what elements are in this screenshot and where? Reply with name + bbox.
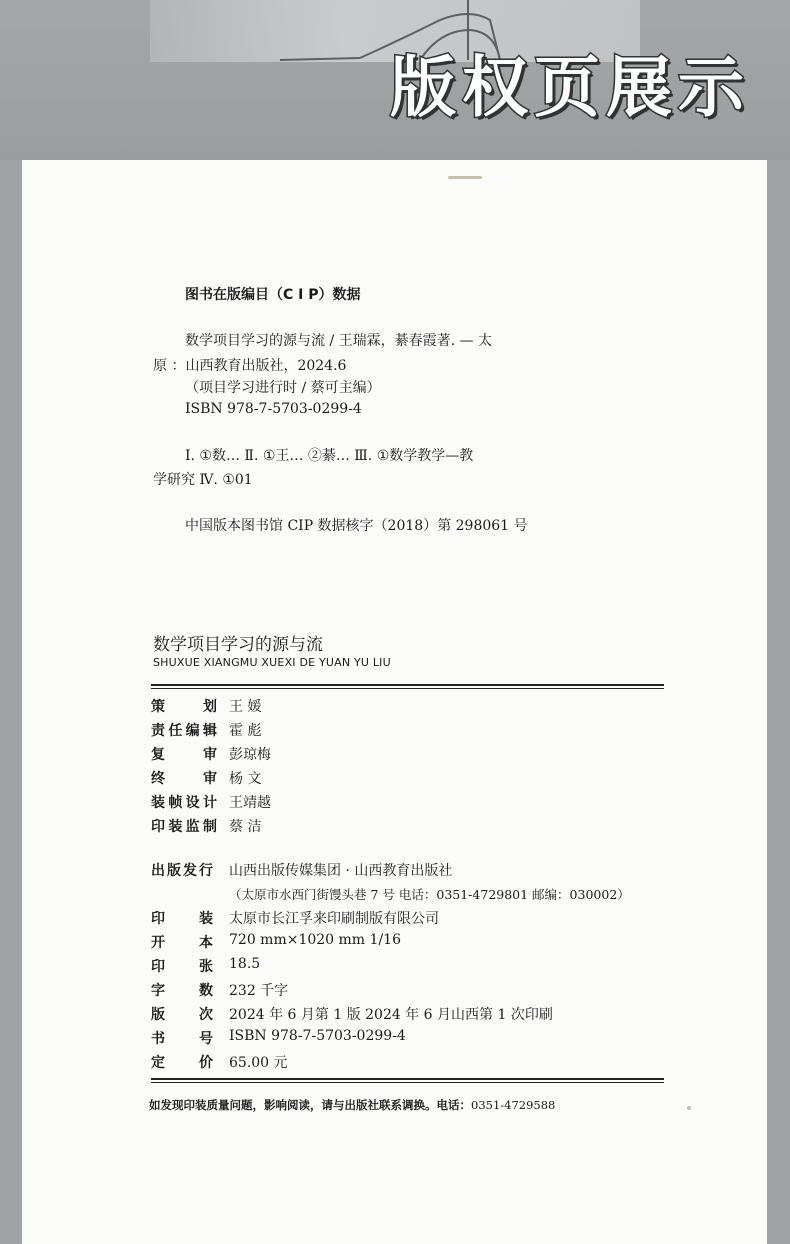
cip-entry-line-2: 原 ：山西教育出版社，2024.6 bbox=[153, 358, 347, 374]
pub-label: 定 价 bbox=[151, 1055, 213, 1071]
pub-value: 太原市长江孚来印刷制版有限公司 bbox=[229, 911, 439, 927]
pub-row bbox=[151, 932, 671, 954]
cip-subject-line-1: Ⅰ. ①数… Ⅱ. ①王… ②綦… Ⅲ. ①数学教学—教 bbox=[185, 448, 474, 464]
pub-label: 印 张 bbox=[151, 959, 213, 975]
pub-label: 开 本 bbox=[151, 935, 213, 951]
pub-row bbox=[151, 980, 671, 1002]
credit-row bbox=[151, 816, 651, 838]
credit-value: 王 媛 bbox=[229, 699, 262, 715]
cip-isbn: ISBN 978-7-5703-0299-4 bbox=[185, 401, 362, 417]
pub-row bbox=[151, 1052, 671, 1074]
credit-label: 策 划 bbox=[151, 699, 217, 715]
publisher-value: 山西出版传媒集团 · 山西教育出版社 bbox=[229, 863, 453, 879]
pub-label: 印 装 bbox=[151, 911, 213, 927]
pub-label: 字 数 bbox=[151, 983, 213, 999]
credit-row bbox=[151, 792, 651, 814]
credit-label: 复 审 bbox=[151, 747, 217, 763]
paper-speck bbox=[448, 176, 482, 179]
header-banner bbox=[0, 0, 790, 160]
notice-text: 如发现印装质量问题，影响阅读，请与出版社联系调换。电话： bbox=[149, 1098, 471, 1112]
pub-row bbox=[151, 908, 671, 930]
credit-value: 彭琼梅 bbox=[229, 747, 271, 763]
cip-series: （项目学习进行时 / 蔡可主编） bbox=[185, 380, 381, 396]
credit-label: 终 审 bbox=[151, 771, 217, 787]
cip-number: 中国版本图书馆 CIP 数据核字（2018）第 298061 号 bbox=[185, 518, 528, 534]
double-rule-bottom bbox=[151, 1078, 664, 1083]
pub-label: 版 次 bbox=[151, 1007, 213, 1023]
credit-label: 装 帧 设 计 bbox=[151, 795, 217, 811]
pub-row bbox=[151, 1004, 671, 1026]
credit-value: 王靖越 bbox=[229, 795, 271, 811]
banner-title: 版权页展示 bbox=[390, 49, 750, 126]
publisher-label: 出 版 发 行 bbox=[151, 863, 213, 879]
pub-label: 书 号 bbox=[151, 1031, 213, 1047]
cip-subject-line-2: 学研究 Ⅳ. ①01 bbox=[153, 472, 253, 488]
book-title: 数学项目学习的源与流 bbox=[153, 635, 323, 655]
cip-entry-line-1: 数学项目学习的源与流 / 王瑞霖，綦春霞著. — 太 bbox=[185, 333, 492, 349]
publisher-address: （太原市水西门街馒头巷 7 号 电话：0351-4729801 邮编：030002） bbox=[229, 887, 630, 902]
pub-value: 18.5 bbox=[229, 956, 261, 972]
pub-value: ISBN 978-7-5703-0299-4 bbox=[229, 1028, 406, 1044]
credit-row bbox=[151, 720, 651, 742]
paper-speck bbox=[687, 1106, 691, 1110]
credit-row bbox=[151, 744, 651, 766]
credit-row bbox=[151, 696, 651, 718]
credit-row bbox=[151, 768, 651, 790]
book-pinyin: SHUXUE XIANGMU XUEXI DE YUAN YU LIU bbox=[153, 656, 391, 669]
credit-value: 蔡 洁 bbox=[229, 819, 262, 835]
pub-row bbox=[151, 1028, 671, 1050]
pub-value: 232 千字 bbox=[229, 983, 289, 999]
quality-notice bbox=[149, 1097, 555, 1113]
pub-value: 65.00 元 bbox=[229, 1055, 288, 1071]
pub-row bbox=[151, 956, 671, 978]
double-rule-top bbox=[151, 684, 664, 689]
credit-value: 霍 彪 bbox=[229, 723, 262, 739]
credit-label: 责 任 编 辑 bbox=[151, 723, 217, 739]
cip-heading: 图书在版编目（C I P）数据 bbox=[185, 287, 361, 303]
credit-value: 杨 文 bbox=[229, 771, 262, 787]
notice-phone: 0351-4729588 bbox=[471, 1098, 556, 1112]
publisher-row bbox=[151, 860, 671, 882]
publisher-address-row bbox=[151, 885, 671, 907]
credit-label: 印 装 监 制 bbox=[151, 819, 217, 835]
pub-value: 720 mm×1020 mm 1/16 bbox=[229, 932, 401, 948]
pub-value: 2024 年 6 月第 1 版 2024 年 6 月山西第 1 次印刷 bbox=[229, 1007, 553, 1023]
copyright-page bbox=[22, 160, 767, 1244]
